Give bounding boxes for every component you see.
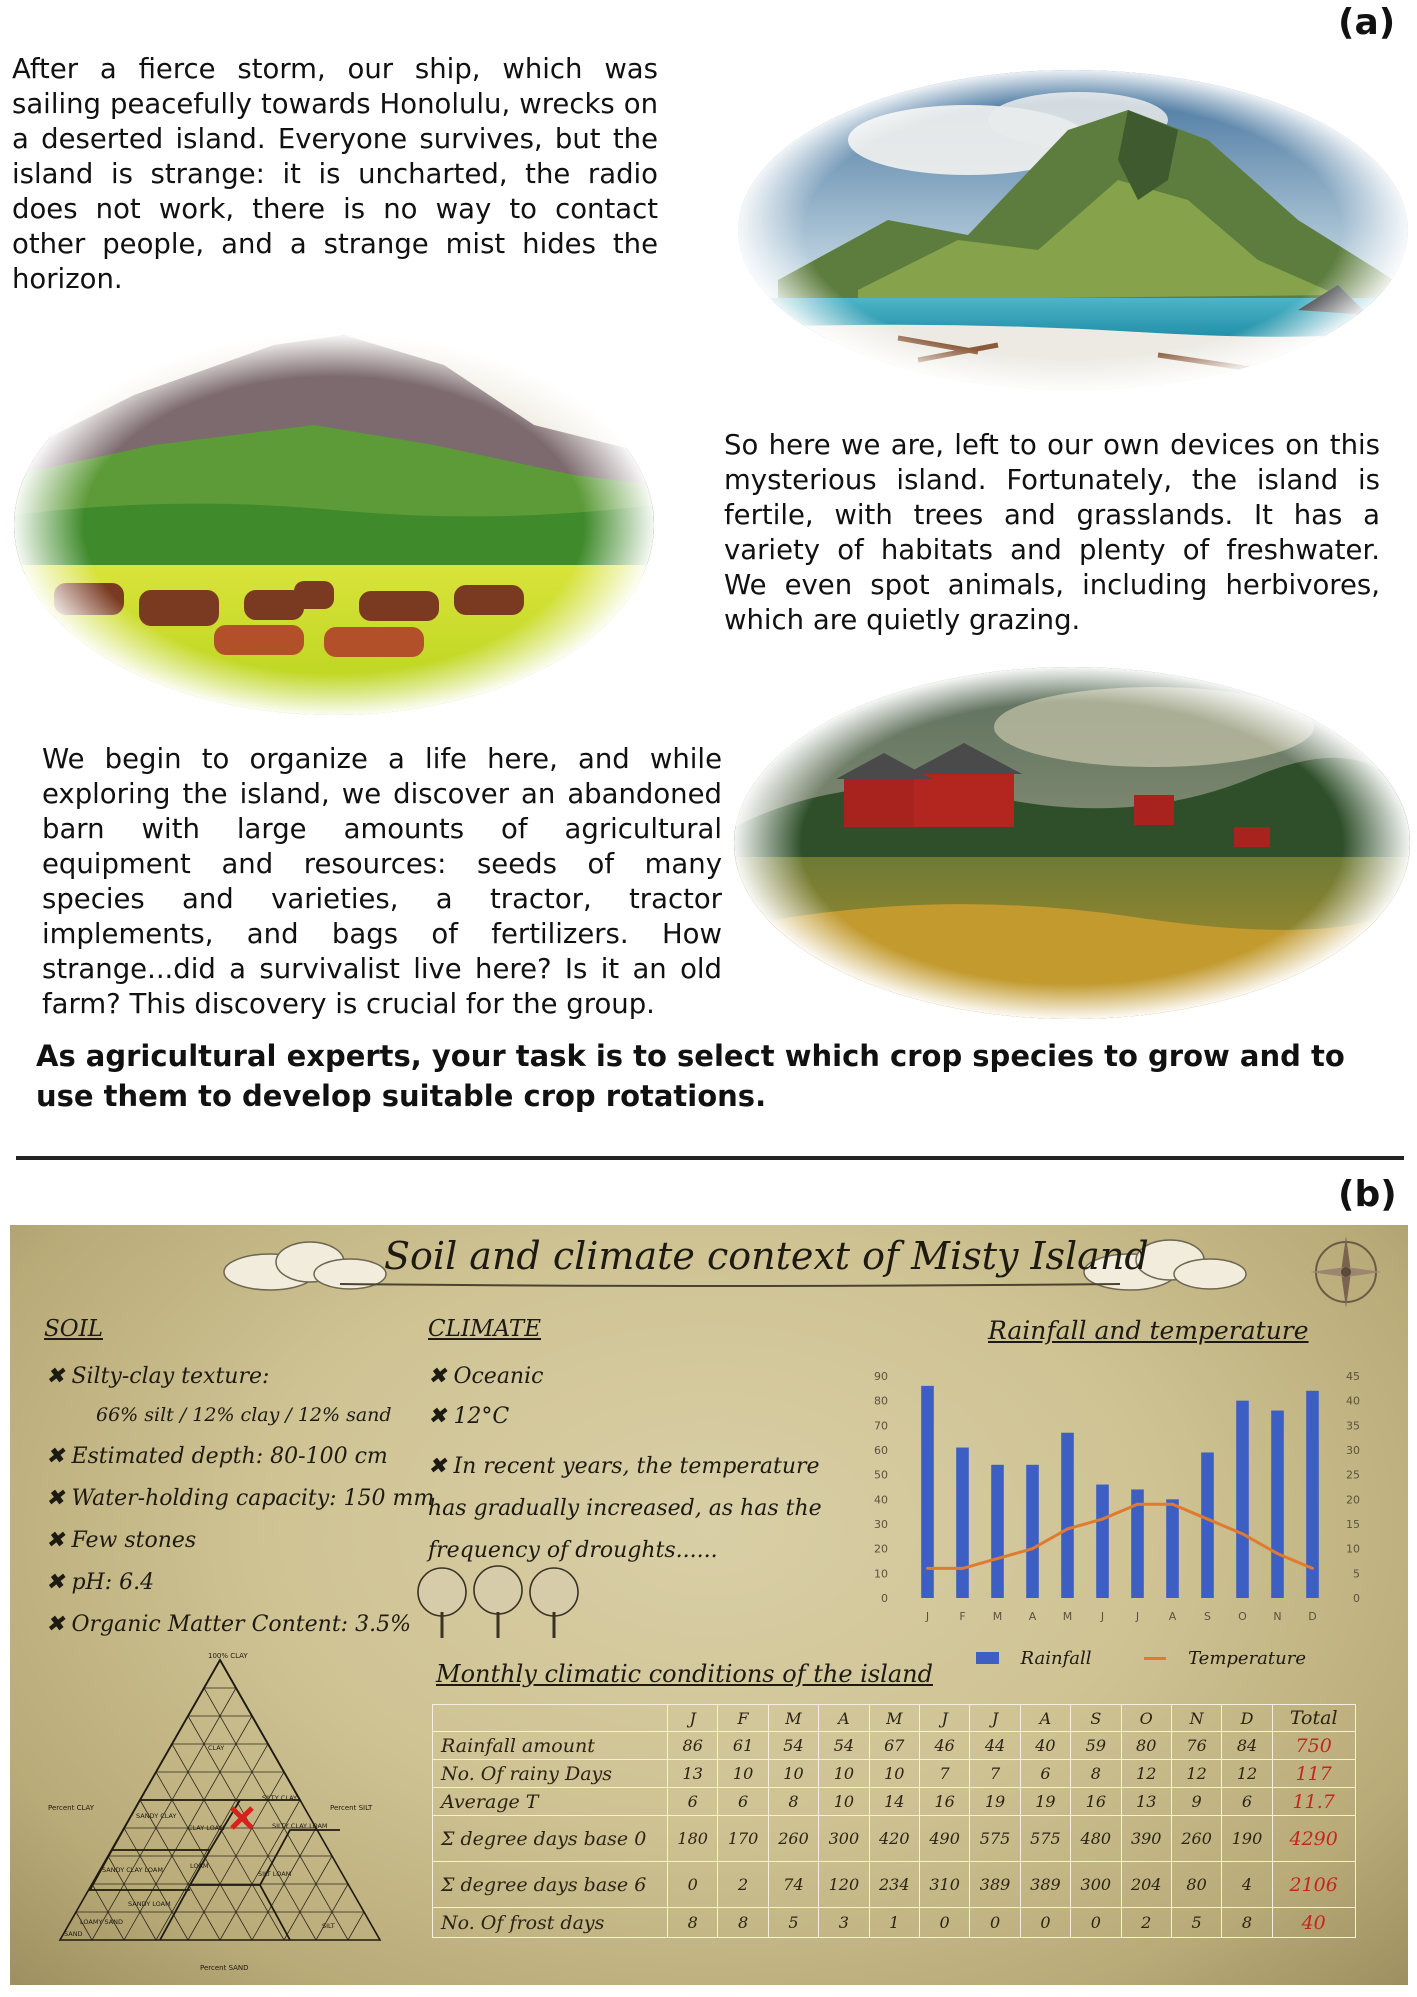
temperature-point — [1311, 1567, 1314, 1570]
table-cell: 86 — [668, 1732, 718, 1760]
table-cell: 300 — [819, 1816, 869, 1862]
table-cell: 490 — [919, 1816, 969, 1862]
table-cell: 4 — [1222, 1862, 1272, 1908]
texture-class-label: SILT — [322, 1922, 335, 1930]
table-cell: 389 — [1020, 1862, 1070, 1908]
table-cell: 16 — [1071, 1788, 1121, 1816]
right-axis-tick-label: 20 — [1346, 1493, 1360, 1507]
texture-class-label: CLAY LOAM — [188, 1824, 225, 1832]
rainfall-bar — [1026, 1465, 1039, 1598]
row-label-cell: Rainfall amount — [433, 1732, 668, 1760]
right-axis-tick-label: 40 — [1346, 1394, 1360, 1408]
row-total-cell: 117 — [1272, 1760, 1355, 1788]
month-header-cell: D — [1222, 1705, 1272, 1732]
right-axis-tick-label: 15 — [1346, 1518, 1360, 1531]
temperature-point — [926, 1567, 929, 1570]
temperature-point — [961, 1567, 964, 1570]
right-axis-tick-label: 5 — [1353, 1567, 1360, 1581]
triangle-grid-line — [172, 1744, 284, 1940]
soil-texture-triangle — [40, 1640, 400, 1976]
month-header-cell: A — [1020, 1705, 1070, 1732]
legend-rainfall-swatch — [976, 1652, 999, 1664]
x-axis-tick-label: A — [1028, 1610, 1037, 1623]
month-header-cell: O — [1121, 1705, 1171, 1732]
triangle-grid-line — [156, 1744, 268, 1940]
table-cell: 2 — [718, 1862, 768, 1908]
month-header-cell: S — [1071, 1705, 1121, 1732]
row-total-cell: 2106 — [1272, 1862, 1355, 1908]
row-label-cell: No. Of frost days — [433, 1908, 668, 1938]
table-cell: 8 — [718, 1908, 768, 1938]
bullet-x-icon: ✖ — [46, 1528, 72, 1553]
table-cell: 67 — [869, 1732, 919, 1760]
right-axis-tick-label: 45 — [1346, 1370, 1360, 1383]
temperature-point — [1276, 1552, 1279, 1555]
table-title: Monthly climatic conditions of the island — [436, 1660, 933, 1688]
table-cell: 19 — [970, 1788, 1020, 1816]
table-cell: 300 — [1071, 1862, 1121, 1908]
table-cell: 575 — [970, 1816, 1020, 1862]
texture-class-label: SILT LOAM — [258, 1870, 292, 1878]
table-cell: 84 — [1222, 1732, 1272, 1760]
row-label-cell: No. Of rainy Days — [433, 1760, 668, 1788]
legend-temperature-label: Temperature — [1188, 1647, 1306, 1669]
trees-decoration — [414, 1562, 582, 1640]
x-axis-tick-label: J — [1135, 1610, 1140, 1623]
bullet-x-icon: ✖ — [46, 1486, 72, 1511]
chart-title: Rainfall and temperature — [988, 1316, 1309, 1345]
climate-item-trend: ✖ In recent years, the temperature has gradually increased, as has the frequency of droughts...... — [428, 1454, 822, 1563]
table-cell: 74 — [768, 1862, 818, 1908]
table-cell: 6 — [718, 1788, 768, 1816]
texture-class-label: LOAM — [190, 1862, 209, 1870]
story-paragraph-1: After a fierce storm, our ship, which was sailing peacefully towards Honolulu, wrecks on a deserted island. Everyone survives, but the island is strange: it is uncharted, the radio does not work, there is no way to contact other people, and a strange mist hides the horizon. — [12, 53, 658, 295]
table-cell: 13 — [668, 1760, 718, 1788]
left-axis-tick-label: 40 — [874, 1493, 888, 1507]
table-cell: 10 — [819, 1760, 869, 1788]
row-total-cell: 40 — [1272, 1908, 1355, 1938]
left-axis-tick-label: 50 — [874, 1468, 888, 1482]
table-cell: 575 — [1020, 1816, 1070, 1862]
table-cell: 120 — [819, 1862, 869, 1908]
texture-class-label: SAND — [64, 1930, 83, 1938]
rainfall-bar — [991, 1465, 1004, 1598]
right-axis-tick-label: 0 — [1353, 1592, 1360, 1605]
rainfall-bar — [1271, 1411, 1284, 1598]
bullet-x-icon: ✖ — [46, 1364, 72, 1389]
soil-item-depth: ✖ Estimated depth: 80-100 cm — [46, 1444, 388, 1469]
rainfall-bar — [921, 1386, 934, 1598]
table-cell: 1 — [869, 1908, 919, 1938]
table-cell: 12 — [1121, 1760, 1171, 1788]
triangle-top-label: 100% CLAY — [208, 1652, 248, 1660]
row-total-cell: 750 — [1272, 1732, 1355, 1760]
table-cell: 54 — [768, 1732, 818, 1760]
temperature-line — [928, 1504, 1313, 1568]
table-cell: 14 — [869, 1788, 919, 1816]
table-cell: 389 — [970, 1862, 1020, 1908]
rainfall-bar — [1061, 1433, 1074, 1598]
table-cell: 0 — [668, 1862, 718, 1908]
panel-divider — [16, 1156, 1404, 1160]
barn-farm-image — [734, 667, 1410, 1019]
month-header-cell: J — [970, 1705, 1020, 1732]
legend-rainfall-label: Rainfall — [1020, 1647, 1092, 1669]
row-label-cell: Average T — [433, 1788, 668, 1816]
panel-a-label: (a) — [1338, 2, 1396, 43]
x-axis-tick-label: A — [1168, 1610, 1177, 1623]
triangle-bottom-axis-label: Percent SAND — [200, 1964, 249, 1972]
row-total-cell: 11.7 — [1272, 1788, 1355, 1816]
left-axis-tick-label: 90 — [874, 1370, 888, 1383]
left-axis-tick-label: 60 — [874, 1444, 888, 1457]
x-axis-tick-label: N — [1273, 1610, 1282, 1623]
temperature-point — [1241, 1532, 1244, 1535]
rainfall-temperature-chart — [860, 1362, 1380, 1672]
temperature-point — [1066, 1527, 1069, 1530]
legend-temperature-swatch — [1144, 1657, 1167, 1660]
temperature-point — [1136, 1503, 1139, 1506]
month-header-cell: F — [718, 1705, 768, 1732]
right-axis-tick-label: 30 — [1346, 1444, 1360, 1457]
soil-heading: SOIL — [44, 1316, 103, 1342]
table-cell: 19 — [1020, 1788, 1070, 1816]
table-cell: 76 — [1171, 1732, 1221, 1760]
temperature-point — [1206, 1518, 1209, 1521]
table-cell: 7 — [919, 1760, 969, 1788]
panel-b-label: (b) — [1338, 1174, 1397, 1215]
table-cell: 46 — [919, 1732, 969, 1760]
story-paragraph-3: We begin to organize a life here, and while exploring the island, we discover an abandoned barn with large amounts of agricultural equipment and resources: seeds of many species and varieties, a tractor, tractor implements, and bags of fertilizers. How strange...did a survivalist live here? Is it an old farm? This discovery is crucial for the group. — [42, 743, 722, 1020]
left-axis-tick-label: 30 — [874, 1518, 888, 1531]
month-header-cell: A — [819, 1705, 869, 1732]
month-header-cell: J — [668, 1705, 718, 1732]
table-row — [433, 1862, 1356, 1908]
rainfall-bar — [1236, 1401, 1249, 1598]
climate-item-oceanic: ✖ Oceanic — [428, 1364, 544, 1389]
temperature-point — [1031, 1547, 1034, 1550]
table-cell: 10 — [718, 1760, 768, 1788]
climate-heading: CLIMATE — [428, 1316, 541, 1342]
table-cell: 234 — [869, 1862, 919, 1908]
table-cell: 260 — [768, 1816, 818, 1862]
triangle-left-axis-label: Percent CLAY — [48, 1804, 95, 1812]
texture-class-label: SILTY CLAY — [262, 1794, 297, 1802]
table-cell: 8 — [1071, 1760, 1121, 1788]
table-header-row — [433, 1705, 1356, 1732]
table-cell: 6 — [1222, 1788, 1272, 1816]
table-cell: 80 — [1121, 1732, 1171, 1760]
table-cell: 0 — [1071, 1908, 1121, 1938]
x-axis-tick-label: F — [959, 1610, 966, 1623]
x-axis-tick-label: S — [1204, 1610, 1211, 1623]
texture-class-label: SANDY CLAY — [136, 1812, 177, 1820]
right-axis-tick-label: 35 — [1346, 1419, 1360, 1433]
table-row — [433, 1816, 1356, 1862]
soil-item-stones: ✖ Few stones — [46, 1528, 197, 1553]
rainfall-bar — [1096, 1485, 1109, 1598]
table-cell: 190 — [1222, 1816, 1272, 1862]
table-cell: 5 — [1171, 1908, 1221, 1938]
bullet-x-icon: ✖ — [428, 1404, 454, 1429]
table-cell: 6 — [668, 1788, 718, 1816]
left-axis-tick-label: 70 — [874, 1419, 888, 1433]
table-cell: 480 — [1071, 1816, 1121, 1862]
soil-item-texture: ✖ Silty-clay texture: — [46, 1364, 270, 1389]
compass-rose-icon — [1306, 1232, 1386, 1312]
task-statement: As agricultural experts, your task is to select which crop species to grow and to use them to develop suitable crop rotations. — [36, 1039, 1345, 1113]
table-cell: 420 — [869, 1816, 919, 1862]
x-axis-tick-label: J — [925, 1610, 930, 1623]
table-cell: 8 — [1222, 1908, 1272, 1938]
table-cell: 390 — [1121, 1816, 1171, 1862]
month-header-cell: N — [1171, 1705, 1221, 1732]
table-cell: 80 — [1171, 1862, 1221, 1908]
row-label-cell: Σ degree days base 6 — [433, 1862, 668, 1908]
rainfall-bar — [1201, 1452, 1214, 1598]
chart-legend — [976, 1640, 1306, 1676]
temperature-point — [1171, 1503, 1174, 1506]
table-cell: 3 — [819, 1908, 869, 1938]
table-cell: 10 — [819, 1788, 869, 1816]
table-cell: 0 — [970, 1908, 1020, 1938]
left-axis-tick-label: 80 — [874, 1394, 888, 1408]
table-cell: 180 — [668, 1816, 718, 1862]
table-cell: 8 — [768, 1788, 818, 1816]
texture-class-label: SANDY LOAM — [128, 1900, 171, 1908]
table-cell: 10 — [869, 1760, 919, 1788]
temperature-point — [996, 1557, 999, 1560]
climate-item-temperature: ✖ 12°C — [428, 1404, 510, 1429]
table-cell: 54 — [819, 1732, 869, 1760]
x-axis-tick-label: J — [1100, 1610, 1105, 1623]
table-cell: 204 — [1121, 1862, 1171, 1908]
bullet-x-icon: ✖ — [428, 1364, 454, 1389]
table-cell: 8 — [668, 1908, 718, 1938]
grazing-herbivores-image — [14, 335, 654, 715]
rainfall-bar — [1166, 1499, 1179, 1598]
table-cell: 13 — [1121, 1788, 1171, 1816]
row-total-cell: 4290 — [1272, 1816, 1355, 1862]
table-cell: 5 — [768, 1908, 818, 1938]
table-cell: 260 — [1171, 1816, 1221, 1862]
left-axis-tick-label: 20 — [874, 1542, 888, 1556]
soil-item-organic-matter: ✖ Organic Matter Content: 3.5% — [46, 1612, 411, 1637]
story-paragraph-2: So here we are, left to our own devices on this mysterious island. Fortunately, the island is fertile, with trees and grasslands. It has a variety of habitats and plenty of freshwater. We even spot animals, including herbivores, which are quietly grazing. — [724, 429, 1380, 636]
table-cell: 2 — [1121, 1908, 1171, 1938]
table-cell: 9 — [1171, 1788, 1221, 1816]
rainfall-bar — [956, 1448, 969, 1598]
left-axis-tick-label: 0 — [881, 1592, 888, 1605]
month-header-cell: M — [869, 1705, 919, 1732]
texture-class-label: SILTY CLAY LOAM — [272, 1822, 328, 1830]
x-axis-tick-label: M — [992, 1610, 1003, 1623]
x-axis-tick-label: O — [1238, 1610, 1247, 1623]
right-axis-tick-label: 25 — [1346, 1468, 1360, 1482]
table-cell: 59 — [1071, 1732, 1121, 1760]
x-axis-tick-label: M — [1062, 1610, 1073, 1623]
table-cell: 44 — [970, 1732, 1020, 1760]
texture-class-label: SANDY CLAY LOAM — [102, 1866, 163, 1874]
month-header-cell: M — [768, 1705, 818, 1732]
table-row — [433, 1908, 1356, 1938]
table-cell: 0 — [919, 1908, 969, 1938]
left-axis-tick-label: 10 — [874, 1567, 888, 1581]
bullet-x-icon: ✖ — [46, 1444, 72, 1469]
bullet-x-icon: ✖ — [46, 1612, 72, 1637]
texture-class-label: LOAMY SAND — [80, 1918, 124, 1926]
table-row — [433, 1788, 1356, 1816]
table-row — [433, 1760, 1356, 1788]
triangle-grid-line — [348, 1912, 364, 1940]
row-label-cell: Σ degree days base 0 — [433, 1816, 668, 1862]
table-cell: 310 — [919, 1862, 969, 1908]
table-cell: 170 — [718, 1816, 768, 1862]
triangle-grid-line — [204, 1688, 348, 1940]
table-cell: 6 — [1020, 1760, 1070, 1788]
table-cell: 61 — [718, 1732, 768, 1760]
temperature-point — [1101, 1518, 1104, 1521]
panel-b-title: Soil and climate context of Misty Island — [384, 1234, 1149, 1278]
table-row — [433, 1732, 1356, 1760]
table-cell: 10 — [768, 1760, 818, 1788]
soil-item-composition: 66% silt / 12% clay / 12% sand — [96, 1404, 392, 1426]
table-cell: 0 — [1020, 1908, 1070, 1938]
monthly-climate-table — [432, 1704, 1356, 1938]
triangle-right-axis-label: Percent SILT — [330, 1804, 373, 1812]
soil-item-ph: ✖ pH: 6.4 — [46, 1570, 155, 1595]
total-header-cell: Total — [1272, 1705, 1355, 1732]
beach-island-image — [738, 70, 1408, 390]
month-header-cell: J — [919, 1705, 969, 1732]
table-cell: 16 — [919, 1788, 969, 1816]
texture-class-label: CLAY — [208, 1744, 225, 1752]
table-cell: 7 — [970, 1760, 1020, 1788]
table-cell: 12 — [1171, 1760, 1221, 1788]
table-cell: 40 — [1020, 1732, 1070, 1760]
bullet-x-icon: ✖ — [428, 1454, 454, 1479]
bullet-x-icon: ✖ — [46, 1570, 72, 1595]
soil-item-water-capacity: ✖ Water-holding capacity: 150 mm — [46, 1486, 435, 1511]
table-cell: 12 — [1222, 1760, 1272, 1788]
x-axis-tick-label: D — [1308, 1610, 1317, 1623]
table-corner-cell — [433, 1705, 668, 1732]
right-axis-tick-label: 10 — [1346, 1542, 1360, 1556]
